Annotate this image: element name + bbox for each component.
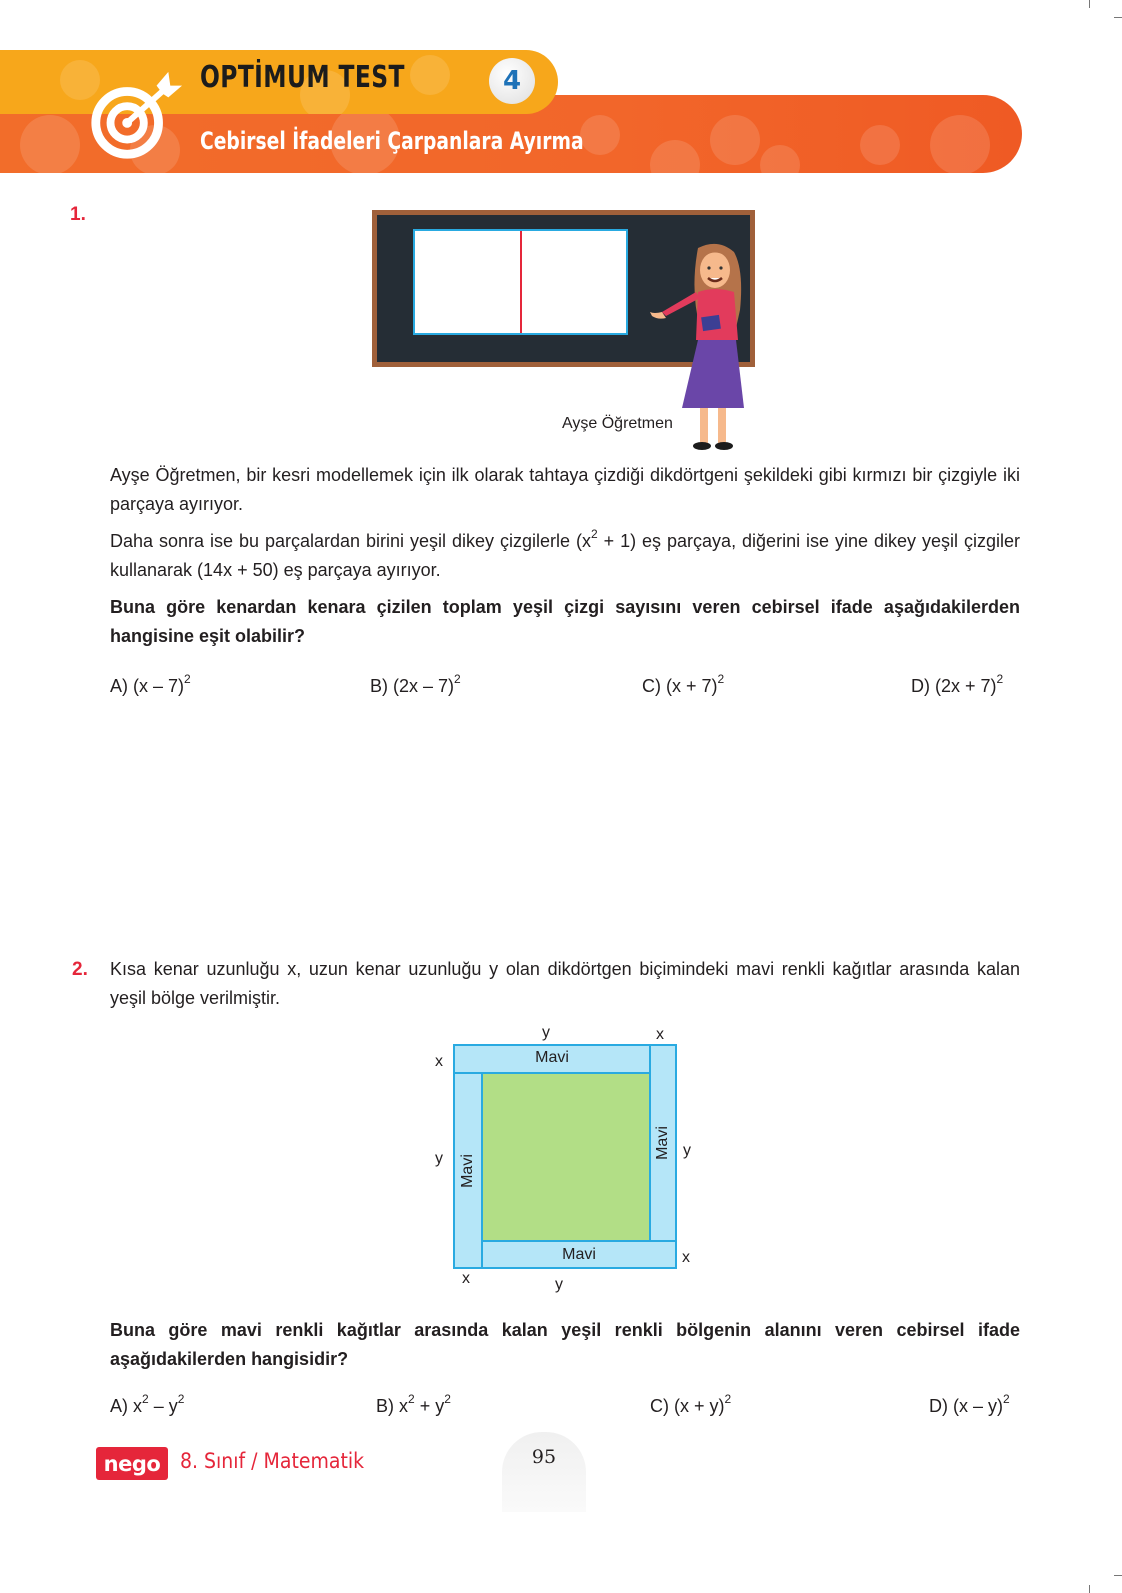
test-subtitle: Cebirsel İfadeleri Çarpanlara Ayırma: [200, 127, 584, 155]
crop-mark: [1114, 1575, 1122, 1576]
question-2-paragraph: Kısa kenar uzunluğu x, uzun kenar uzunluğu y olan dikdörtgen biçimindeki mavi renkli kağıtlar arasında kalan yeşil bölge verilmiştir.: [110, 959, 1020, 1008]
question-1-option-d[interactable]: D) $(2x + 7)^2$: [911, 672, 1004, 696]
question-2-option-d[interactable]: D) (x – y)$^2$: [929, 1392, 1010, 1416]
dim-left-x: x: [435, 1053, 443, 1070]
test-number-badge: 4: [489, 58, 535, 104]
question-2-prompt: Buna göre mavi renkli kağıtlar arasında kalan yeşil renkli bölgenin alanını veren cebirsel ifade aşağıdakilerden hangisidir?: [110, 1320, 1020, 1369]
mavi-left: Mavi: [453, 1072, 483, 1269]
test-title: OPTİMUM TEST: [200, 60, 405, 95]
question-1-number: 1.: [70, 204, 86, 225]
dim-top-x: x: [656, 1026, 664, 1043]
publisher-logo: nego: [96, 1447, 168, 1480]
dim-top-y: y: [542, 1024, 550, 1041]
question-1-paragraph-1: Ayşe Öğretmen, bir kesri modellemek için ilk olarak tahtaya çizdiği dikdörtgeni şekildeki gibi kırmızı bir çizgiyle iki parçaya ayırıyor.: [110, 465, 1020, 514]
question-1-paragraph-2: Daha sonra ise bu parçalardan birini yeşil dikey çizgilerle $(x^2 + 1)$ eş parçaya, diğerini ise yine dikey yeşil çizgiler kullanarak (14x + 50) eş parçaya ayırıyor.: [110, 527, 1020, 580]
question-2-option-a[interactable]: A) $x^2 - y^2$: [110, 1392, 185, 1416]
page-number-tab: [502, 1432, 586, 1512]
crop-mark: [1089, 1585, 1090, 1593]
question-1-prompt: Buna göre kenardan kenara çizilen toplam yeşil çizgi sayısını veren cebirsel ifade aşağıdakilerden hangisine eşit olabilir?: [110, 597, 1020, 646]
question-1-option-c[interactable]: C) $(x + 7)^2$: [642, 672, 725, 696]
dim-right-y: y: [683, 1142, 691, 1159]
question-2-option-b[interactable]: B) $x^2 + y^2$: [376, 1392, 451, 1416]
question-1-option-b[interactable]: B) (2x – 7)$^2$: [370, 672, 461, 696]
page-number: 95: [531, 1446, 557, 1468]
crop-mark: [1114, 17, 1122, 18]
teacher-caption: Ayşe Öğretmen: [562, 415, 673, 432]
dim-bottom-y: y: [555, 1276, 563, 1293]
question-2-option-c[interactable]: C) $(x + y)^2$: [650, 1392, 732, 1416]
dim-left-y: y: [435, 1150, 443, 1167]
red-divider-line: [520, 231, 522, 333]
dim-right-x: x: [682, 1249, 690, 1266]
mavi-right: Mavi: [649, 1044, 677, 1242]
question-2-number: 2.: [72, 959, 88, 980]
target-arrow-icon: [86, 68, 184, 166]
dim-bottom-x: x: [462, 1270, 470, 1287]
question-1-option-a[interactable]: A) (x – 7)$^2$: [110, 672, 191, 696]
mavi-bottom: Mavi: [481, 1240, 677, 1269]
green-region: [481, 1072, 651, 1242]
book-title: 8. Sınıf / Matematik: [180, 1449, 365, 1473]
mavi-top: Mavi: [453, 1044, 651, 1074]
crop-mark: [1089, 0, 1090, 8]
